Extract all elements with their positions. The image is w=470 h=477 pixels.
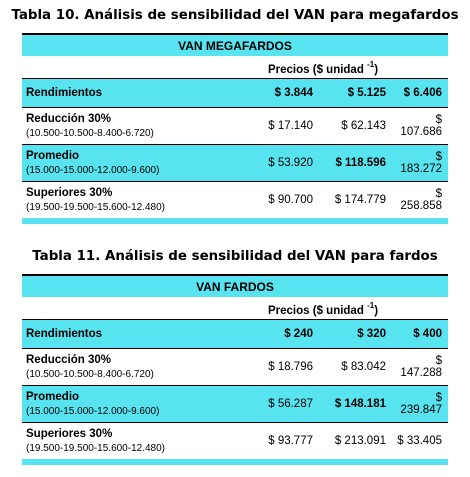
cell: $ 213.091	[334, 435, 386, 447]
table-row	[22, 386, 448, 422]
row-label: Promedio (15.000-15.000-12.000-9.600)	[26, 150, 160, 176]
price-header-1: $ 240	[284, 328, 313, 340]
cell: $ 118.596	[335, 157, 386, 169]
row-label: Reducción 30% (10.500-10.500-8.400-6.720)	[26, 113, 154, 139]
precios-label: Precios ($ unidad $^{-1}$)	[268, 60, 379, 76]
precios-header	[22, 297, 448, 319]
cell: $ 258.858	[400, 188, 442, 212]
table-header-row	[22, 79, 448, 107]
cell: $ 147.288	[400, 355, 442, 379]
price-header-2: $ 5.125	[347, 87, 386, 99]
cell: $ 56.287	[268, 398, 313, 410]
cell: $ 53.920	[268, 157, 313, 169]
table-11-caption: Tabla 11. Análisis de sensibilidad del VAN para fardos	[32, 249, 438, 264]
table-row	[22, 423, 448, 459]
row-label: Superiores 30% (19.500-19.500-15.600-12.480)	[26, 187, 165, 213]
row-label: Promedio (15.000-15.000-12.000-9.600)	[26, 391, 160, 417]
precios-header	[22, 56, 448, 78]
price-header-2: $ 320	[357, 328, 386, 340]
cell: $ 93.777	[268, 435, 313, 447]
rendimientos-header: Rendimientos	[26, 328, 103, 340]
table-10-band-title: VAN MEGAFARDOS	[22, 35, 448, 56]
cell: $ 107.686	[400, 114, 442, 138]
row-label: Superiores 30% (19.500-19.500-15.600-12.480)	[26, 428, 165, 454]
cell: $ 83.042	[341, 361, 386, 373]
precios-label: Precios ($ unidad $^{-1}$)	[268, 301, 379, 317]
cell: $ 183.272	[400, 151, 442, 175]
cell: $ 62.143	[341, 120, 386, 132]
table-10-caption: Tabla 10. Análisis de sensibilidad del VAN para megafardos	[11, 8, 459, 23]
price-header-3: $ 400	[413, 328, 442, 340]
table-header-row	[22, 320, 448, 348]
table-row	[22, 145, 448, 181]
bottom-band	[22, 218, 448, 224]
price-header-1: $ 3.844	[274, 87, 313, 99]
table-row	[22, 182, 448, 218]
price-header-3: $ 6.406	[403, 87, 442, 99]
row-label: Reducción 30% (10.500-10.500-8.400-6.720)	[26, 354, 154, 380]
cell: $ 174.779	[334, 194, 386, 206]
bottom-band	[22, 459, 448, 465]
cell: $ 148.181	[334, 398, 386, 410]
table-10	[22, 33, 448, 224]
table-11	[22, 274, 448, 465]
table-row	[22, 349, 448, 385]
cell: $ 17.140	[268, 120, 313, 132]
table-row	[22, 108, 448, 144]
cell: $ 33.405	[397, 435, 442, 447]
rendimientos-header: Rendimientos	[26, 87, 103, 99]
table-11-band-title: VAN FARDOS	[22, 276, 448, 297]
cell: $ 90.700	[268, 194, 313, 206]
cell: $ 18.796	[268, 361, 313, 373]
cell: $ 239.847	[400, 392, 442, 416]
